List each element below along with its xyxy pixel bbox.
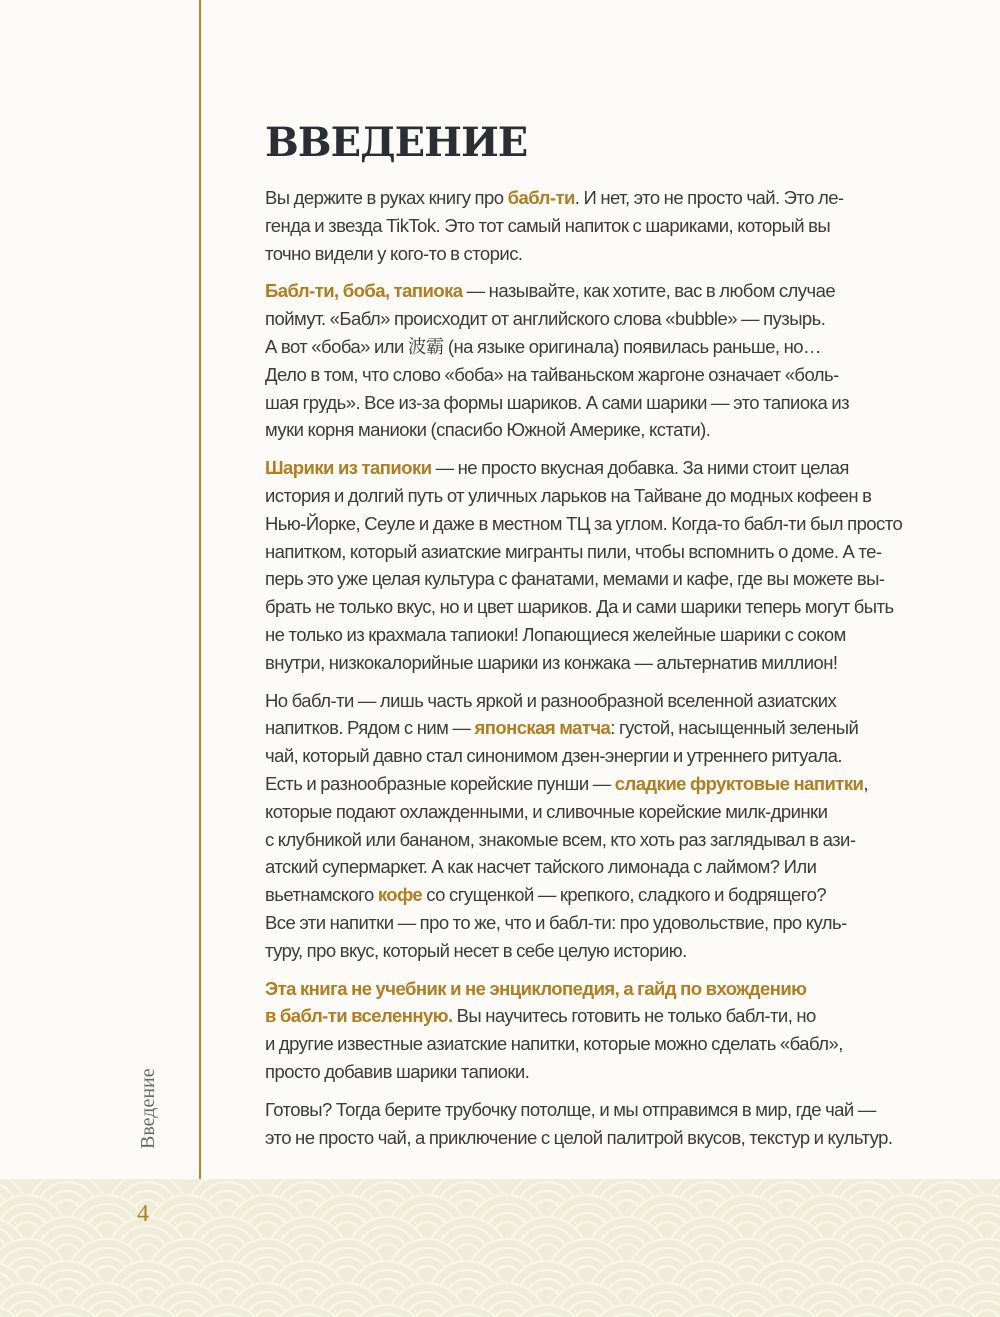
text-run: — называйте, как хотите, вас в любом случае: [462, 280, 836, 302]
paragraph: [265, 975, 925, 1086]
text-run: Нью-Йорке, Сеуле и даже в местном ТЦ за углом. Когда-то бабл-ти был просто: [265, 512, 903, 534]
highlighted-term: в бабл-ти вселенную.: [265, 1005, 453, 1027]
text-line: [265, 1030, 925, 1058]
text-run: не только из крахмала тапиоки! Лопающиеся желейные шарики с соком: [265, 623, 846, 645]
text-line: [265, 212, 925, 240]
text-line: [265, 1124, 925, 1152]
text-line: [265, 361, 925, 389]
text-line: [265, 714, 925, 742]
text-line: [265, 305, 925, 333]
text-run: Есть и разнообразные корейские пунши —: [265, 772, 615, 794]
text-line: [265, 975, 925, 1003]
text-line: [265, 687, 925, 715]
text-line: [265, 621, 925, 649]
text-line: [265, 454, 925, 482]
text-line: [265, 416, 925, 444]
text-line: [265, 240, 925, 268]
text-line: [265, 742, 925, 770]
text-line: [265, 770, 925, 798]
text-line: [265, 937, 925, 965]
text-run: и другие известные азиатские напитки, которые можно сделать «бабл»,: [265, 1033, 843, 1055]
text-run: ,: [863, 772, 868, 794]
text-run: : густой, насыщенный зеленый: [610, 717, 859, 739]
text-line: [265, 593, 925, 621]
text-run: . И нет, это не просто чай. Это ле-: [574, 187, 844, 208]
paragraph: [265, 1096, 925, 1152]
text-line: [265, 277, 925, 305]
highlighted-term: Шарики из тапиоки: [265, 457, 432, 479]
text-run: А вот «боба» или 波霸 (на языке оригинала) появилась раньше, но…: [265, 335, 821, 357]
text-run: шая грудь». Все из-за формы шариков. А сами шарики — это тапиока из: [265, 391, 850, 413]
text-line: [265, 909, 925, 937]
text-run: туру, про вкус, который несет в себе целую историю.: [265, 939, 687, 961]
text-line: [265, 649, 925, 677]
text-run: вьетнамского: [265, 884, 378, 906]
text-line: [265, 881, 925, 909]
text-run: брать не только вкус, но и цвет шариков. Да и сами шарики теперь могут быть: [265, 596, 894, 618]
text-run: напитком, который азиатские мигранты пили, чтобы вспомнить о доме. А те-: [265, 540, 882, 562]
text-line: [265, 538, 925, 566]
highlighted-term: сладкие фруктовые напитки: [614, 772, 864, 794]
text-line: [265, 798, 925, 826]
text-line: [265, 482, 925, 510]
text-run: Готовы? Тогда берите трубочку потолще, и мы отправимся в мир, где чай —: [265, 1098, 876, 1120]
text-run: Вы держите в руках книгу про: [265, 187, 508, 208]
text-run: Все эти напитки — про то же, что и бабл-ти: про удовольствие, про куль-: [265, 911, 847, 933]
highlighted-term: японская матча: [474, 717, 611, 739]
main-content: [265, 118, 925, 1161]
text-line: [265, 565, 925, 593]
text-line: [265, 184, 925, 212]
text-run: с клубникой или бананом, знакомые всем, кто хоть раз заглядывал в ази-: [265, 828, 856, 850]
page-number: 4: [137, 1201, 149, 1227]
paragraph: [265, 277, 925, 444]
running-section-label: Введение: [137, 1068, 159, 1149]
text-run: это не просто чай, а приключение с целой палитрой вкусов, текстур и культур.: [265, 1126, 893, 1148]
vertical-divider-rule: [199, 0, 201, 1179]
highlighted-term: бабл-ти: [507, 187, 575, 208]
text-run: внутри, низкокалорийные шарики из конжака — альтернатив миллион!: [265, 651, 838, 673]
text-line: [265, 510, 925, 538]
text-line: [265, 853, 925, 881]
text-line: [265, 1058, 925, 1086]
text-line: [265, 389, 925, 417]
highlighted-term: Эта книга не учебник и не энциклопедия, а гайд по вхождению: [265, 977, 807, 999]
text-line: [265, 1002, 925, 1030]
text-run: просто добавив шарики тапиоки.: [265, 1060, 530, 1082]
text-run: чай, который давно стал синонимом дзен-энергии и утреннего ритуала.: [265, 745, 842, 767]
highlighted-term: Бабл-ти, боба, тапиока: [265, 280, 463, 302]
text-run: поймут. «Бабл» происходит от английского слова «bubble» — пузырь.: [265, 308, 826, 330]
paragraph: [265, 687, 925, 965]
text-run: муки корня маниоки (спасибо Южной Америке, кстати).: [265, 419, 711, 441]
paragraph: [265, 454, 925, 676]
text-run: Дело в том, что слово «боба» на тайваньском жаргоне означает «боль-: [265, 363, 839, 385]
highlighted-term: кофе: [377, 884, 423, 906]
text-run: напитков. Рядом с ним —: [265, 717, 475, 739]
text-run: перь это уже целая культура с фанатами, мемами и кафе, где вы можете вы-: [265, 568, 885, 590]
text-run: атский супермаркет. А как насчет тайского лимонада с лаймом? Или: [265, 856, 817, 878]
text-run: со сгущенкой — крепкого, сладкого и бодрящего?: [422, 884, 827, 906]
text-run: Вы научитесь готовить не только бабл-ти, но: [452, 1005, 816, 1027]
text-run: которые подают охлажденными, и сливочные корейские милк-дринки: [265, 800, 828, 822]
text-run: — не просто вкусная добавка. За ними стоит целая: [431, 457, 849, 479]
body-text: [265, 184, 925, 1151]
text-line: [265, 826, 925, 854]
text-run: точно видели у кого-то в сторис.: [265, 242, 523, 264]
text-run: история и долгий путь от уличных ларьков на Тайване до модных кофеен в: [265, 484, 872, 506]
text-run: Но бабл-ти — лишь часть яркой и разнообразной вселенной азиатских: [265, 689, 837, 711]
text-run: генда и звезда TikTok. Это тот самый напиток с шариками, который вы: [265, 214, 831, 236]
text-line: [265, 1096, 925, 1124]
text-line: [265, 333, 925, 361]
paragraph: [265, 184, 925, 267]
page-title: ВВЕДЕНИЕ: [265, 119, 528, 166]
